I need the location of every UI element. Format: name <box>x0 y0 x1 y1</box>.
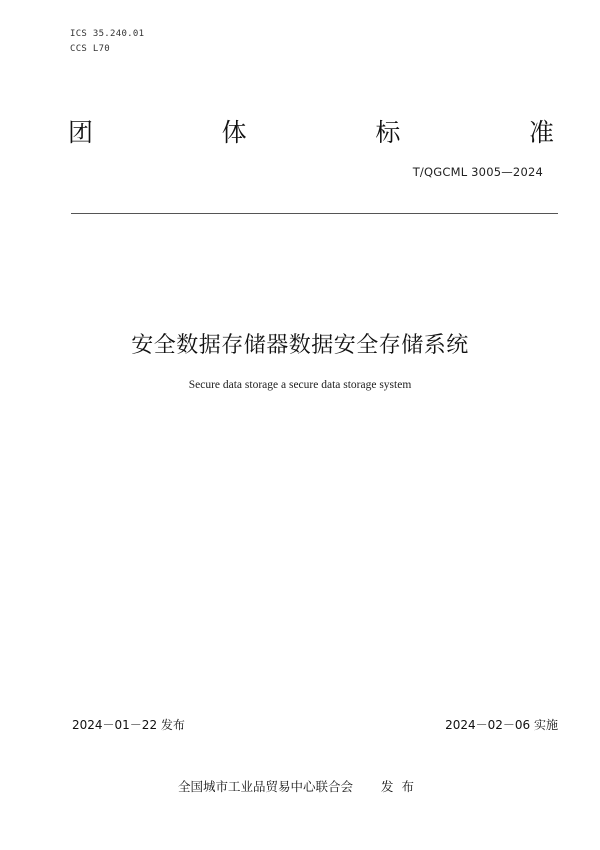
ics-code: ICS 35.240.01 <box>70 29 145 39</box>
implementation-date: 2024－02－06 实施 <box>445 718 558 732</box>
classification-codes <box>70 27 144 57</box>
standard-type-char: 准 <box>528 118 554 147</box>
standard-type-heading <box>68 113 554 149</box>
standard-type-char: 团 <box>68 118 94 147</box>
standard-type-char: 标 <box>375 118 401 147</box>
document-title-english: Secure data storage a secure data storage system <box>188 379 412 391</box>
ccs-code: CCS L70 <box>70 44 111 54</box>
publisher-line <box>0 777 600 795</box>
header-divider <box>71 213 558 214</box>
publisher-action: 发布 <box>381 779 423 794</box>
standard-type-char: 体 <box>221 118 247 147</box>
publisher-name: 全国城市工业品贸易中心联合会 <box>177 779 353 794</box>
standard-number: T/QGCML 3005—2024 <box>412 165 543 179</box>
document-title-chinese: 安全数据存储器数据安全存储系统 <box>131 333 469 358</box>
issue-date: 2024－01－22 发布 <box>72 718 185 732</box>
